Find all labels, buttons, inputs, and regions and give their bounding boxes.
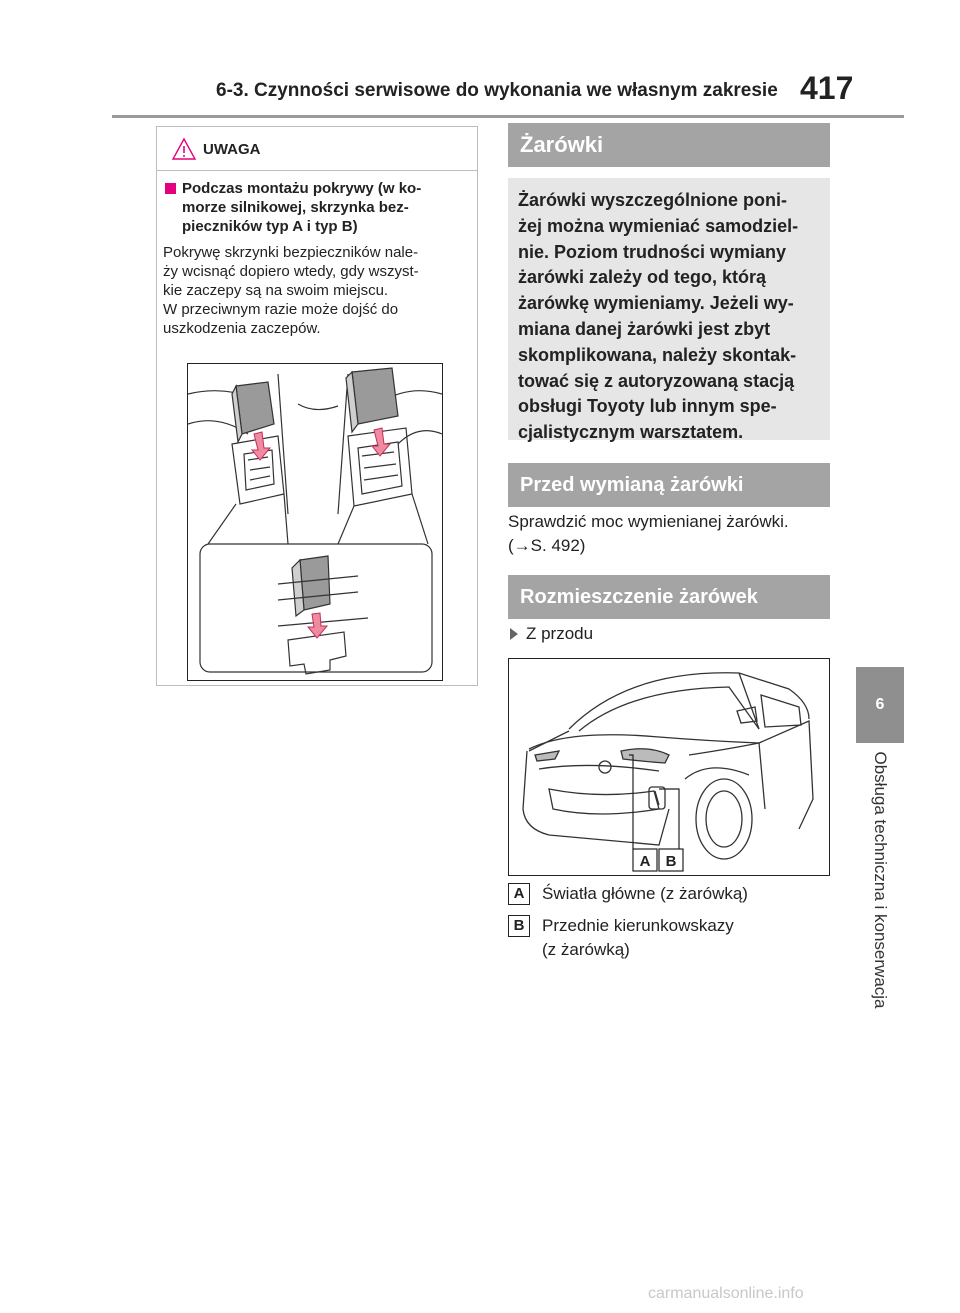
bullet-square-icon: [165, 183, 176, 194]
legend-item-a: [508, 882, 748, 906]
intro-line: tować się z autoryzowaną stacją: [518, 370, 795, 391]
legend-text-b: [542, 914, 734, 962]
warning-header: [157, 127, 477, 171]
intro-line: miana danej żarówki jest zbyt: [518, 318, 771, 339]
legend-text-a: [542, 882, 748, 906]
check-power-text: [508, 510, 789, 558]
warning-subhead-text: [182, 179, 421, 236]
warning-subhead-line: pieczników typ A i typ B): [182, 218, 358, 235]
section-header-bulbs: Żarówki: [508, 123, 830, 167]
chapter-tab: 6: [856, 667, 904, 743]
intro-line: żarówkę wymieniamy. Jeżeli wy-: [518, 293, 794, 314]
legend-item-b: [508, 914, 734, 962]
callout-a: A: [639, 853, 651, 870]
warning-body: [163, 243, 471, 338]
car-front-illustration: [508, 658, 830, 876]
callout-b: B: [665, 853, 677, 870]
page-number: 417: [800, 70, 854, 106]
warning-body-line: uszkodzenia zaczepów.: [163, 320, 321, 337]
car-drawing: [509, 659, 829, 875]
page-reference: (→S. 492): [508, 536, 586, 555]
warning-subhead-line: morze silnikowej, skrzynka bez-: [182, 199, 409, 216]
intro-line: Żarówki wyszczególnione poni-: [518, 190, 788, 210]
warning-box: [156, 126, 478, 686]
fuse-box-drawing: [188, 364, 442, 680]
fuse-box-cover-illustration: [187, 363, 443, 681]
legend-line: (z żarówką): [542, 940, 630, 959]
watermark: carmanualsonline.info: [648, 1285, 804, 1302]
warning-body-line: Pokrywę skrzynki bezpieczników nale-: [163, 244, 419, 261]
warning-title: UWAGA: [203, 141, 261, 158]
warning-body-line: ży wcisnąć dopiero wtedy, gdy wszyst-: [163, 263, 419, 280]
section-header-before-replacement: Przed wymianą żarówki: [508, 463, 830, 507]
front-item: [508, 622, 593, 646]
warning-subhead: [163, 179, 463, 236]
warning-subhead-line: Podczas montażu pokrywy (w ko-: [182, 180, 422, 197]
intro-line: żej można wymieniać samodziel-: [518, 215, 799, 236]
section-header-bulb-locations: Rozmieszczenie żarówek: [508, 575, 830, 619]
intro-line: obsługi Toyoty lub innym spe-: [518, 396, 777, 417]
warning-body-line: kie zaczepy są na swoim miejscu.: [163, 282, 389, 299]
running-header: 6-3. Czynności serwisowe do wykonania we własnym zakresie: [216, 80, 778, 101]
intro-line: skomplikowana, należy skontak-: [518, 344, 797, 365]
legend-line: Przednie kierunkowskazy: [542, 916, 734, 935]
check-power-line: Sprawdzić moc wymienianej żarówki.: [508, 512, 789, 531]
chapter-label: Obsługa techniczna i konserwacja: [871, 751, 890, 1009]
warning-triangle-icon: [171, 137, 197, 161]
intro-line: cjalistycznym warsztatem.: [518, 422, 744, 443]
intro-line: nie. Poziom trudności wymiany: [518, 241, 787, 262]
warning-divider: [157, 170, 477, 171]
bulbs-intro: [508, 178, 830, 443]
front-label: Z przodu: [526, 624, 594, 643]
intro-line: żarówki zależy od tego, którą: [518, 267, 767, 288]
triangle-bullet-icon: [510, 628, 518, 640]
warning-body-line: W przeciwnym razie może dojść do: [163, 301, 399, 318]
legend-line: Światła główne (z żarówką): [542, 884, 748, 903]
legend-letter-b: B: [508, 915, 530, 937]
header-divider: [112, 115, 904, 118]
legend-letter-a: A: [508, 883, 530, 905]
